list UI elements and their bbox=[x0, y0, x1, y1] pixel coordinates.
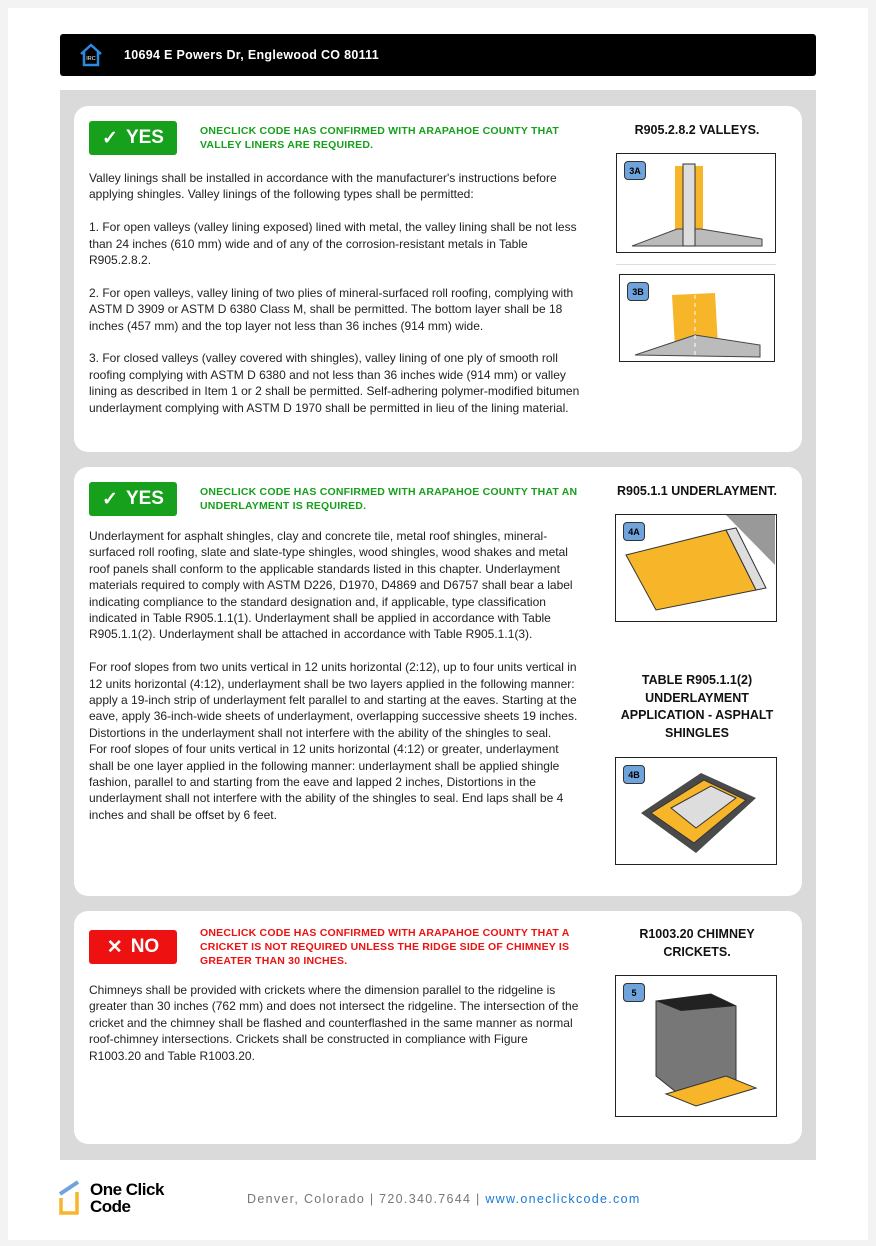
code-title: R905.1.1 UNDERLAYMENT. bbox=[616, 484, 777, 498]
footer-logo bbox=[58, 1180, 164, 1216]
figure-tag: 3B bbox=[627, 282, 649, 301]
section-valleys bbox=[74, 106, 802, 452]
yes-badge: ✓ YES bbox=[89, 121, 177, 155]
figure-4a bbox=[615, 514, 777, 622]
x-icon: ✕ bbox=[106, 936, 123, 958]
footer-contact bbox=[247, 1192, 641, 1206]
section-chimney-crickets bbox=[74, 911, 802, 1144]
check-icon: ✓ bbox=[102, 127, 118, 149]
code-text: Underlayment for asphalt shingles, clay and concrete tile, metal roof shingles, mineral-surfaced roll roofing, slate and slate-type shingles, wood shingles, wood shakes and metal roof panels shall conform to the applicable standards listed in this chapter. Underlayment materials required to comply with ASTM D226, D1970, D4869 and D6757 shall bear a label indicating compliance to the standard designation and, if applicable, type classification indicated in Table R905.1.1(1). Underlayment shall be applied in accordance with Table R905.1.1(2). Underlayment shall be attached in accordance with Table R905.1.1(3). For roof slopes from two units vertical in 12 units horizontal (2:12), up to four units vertical in 12 units horizontal (4:12), underlayment shall be two layers applied in the following manner: apply a 19-inch strip of underlayment felt parallel to and starting at the eaves. Starting at the eave, apply 36-inch-wide sheets of underlayment, overlapping successive sheets 19 inches. Distortions in the underlayment shall not interfere with the ability of the shingles to seal. For roof slopes of four units vertical in 12 units horizontal (4:12) or greater, underlayment shall be one layer applied in the following manner: underlayment shall be applied shingle fashion, parallel to and starting from the eave and lapped 2 inches, Distortions in the underlayment shall not interfere with the ability of the shingles to seal. End laps shall be 4 inches and shall be offset by 6 feet. bbox=[89, 529, 578, 822]
oneclick-logo-icon bbox=[58, 1180, 82, 1216]
house-irc-icon bbox=[78, 43, 104, 67]
yes-badge: ✓ YES bbox=[89, 482, 177, 516]
no-badge: ✕ NO bbox=[89, 930, 177, 964]
confirmation-text: ONECLICK CODE HAS CONFIRMED WITH ARAPAHOE COUNTY THAT AN UNDERLAYMENT IS REQUIRED. bbox=[200, 486, 578, 512]
code-text: Chimneys shall be provided with crickets where the dimension parallel to the ridgeline is greater than 30 inches (762 mm) and does not intersect the ridgeline. The intersection of the cricket and the chimney shall be flashed and counterflashed in the same manner as normal roof-chimney intersections. Crickets shall be constructed in compliance with Figure R1003.20 and Table R1003.20. bbox=[89, 983, 579, 1063]
figure-3b bbox=[619, 274, 775, 362]
logo-text: Code bbox=[90, 1197, 131, 1216]
confirmation-text: ONECLICK CODE HAS CONFIRMED WITH ARAPAHOE COUNTY THAT VALLEY LINERS ARE REQUIRED. bbox=[200, 125, 560, 151]
section-underlayment bbox=[74, 467, 802, 896]
code-title: R905.2.8.2 VALLEYS. bbox=[634, 123, 760, 137]
logo-text: One Click bbox=[90, 1180, 164, 1199]
check-icon: ✓ bbox=[102, 488, 118, 510]
website-link[interactable]: www.oneclickcode.com bbox=[485, 1192, 641, 1206]
figure-3a bbox=[616, 153, 776, 253]
address: 10694 E Powers Dr, Englewood CO 80111 bbox=[124, 48, 379, 62]
header-bar bbox=[60, 34, 816, 76]
figure-tag: 4B bbox=[623, 765, 645, 784]
code-title: R1003.20 CHIMNEY CRICKETS. bbox=[639, 927, 755, 959]
table-title: TABLE R905.1.1(2) UNDERLAYMENT APPLICATION - ASPHALT SHINGLES bbox=[620, 673, 774, 740]
figure-tag: 4A bbox=[623, 522, 645, 541]
figure-tag: 3A bbox=[624, 161, 646, 180]
svg-text:IRC: IRC bbox=[86, 56, 96, 62]
figure-4b bbox=[615, 757, 777, 865]
figure-tag: 5 bbox=[623, 983, 645, 1002]
confirmation-text: ONECLICK CODE HAS CONFIRMED WITH ARAPAHOE COUNTY THAT A CRICKET IS NOT REQUIRED UNLESS THE RIDGE SIDE OF CHIMNEY IS GREATER THAN 30 INCHES. bbox=[200, 927, 570, 967]
contact-info: Denver, Colorado | 720.340.7644 | bbox=[247, 1192, 486, 1206]
code-text: Valley linings shall be installed in accordance with the manufacturer's instructions before applying shingles. Valley linings of the following types shall be permitted: 1. For open valleys (valley lining exposed) lined with metal, the valley lining shall be not less than 24 inches (610 mm) wide and of any of the corrosion-resistant metals in Table R905.2.8.2. 2. For open valleys, valley lining of two plies of mineral-surfaced roll roofing, complying with ASTM D 3909 or ASTM D 6380 Class M, shall be permitted. The bottom layer shall be 18 inches (457 mm) and the top layer not less than 36 inches (914 mm) wide. 3. For closed valleys (valley covered with shingles), valley lining of one ply of smooth roll roofing complying with ASTM D 6380 and not less than 36 inches wide (914 mm) or valley lining as described in Item 1 or 2 shall be permitted. Self-adhering polymer-modified bitumen underlayment complying with ASTM D 1970 shall be permitted in lieu of the lining material. bbox=[89, 171, 580, 415]
figure-5 bbox=[615, 975, 777, 1117]
